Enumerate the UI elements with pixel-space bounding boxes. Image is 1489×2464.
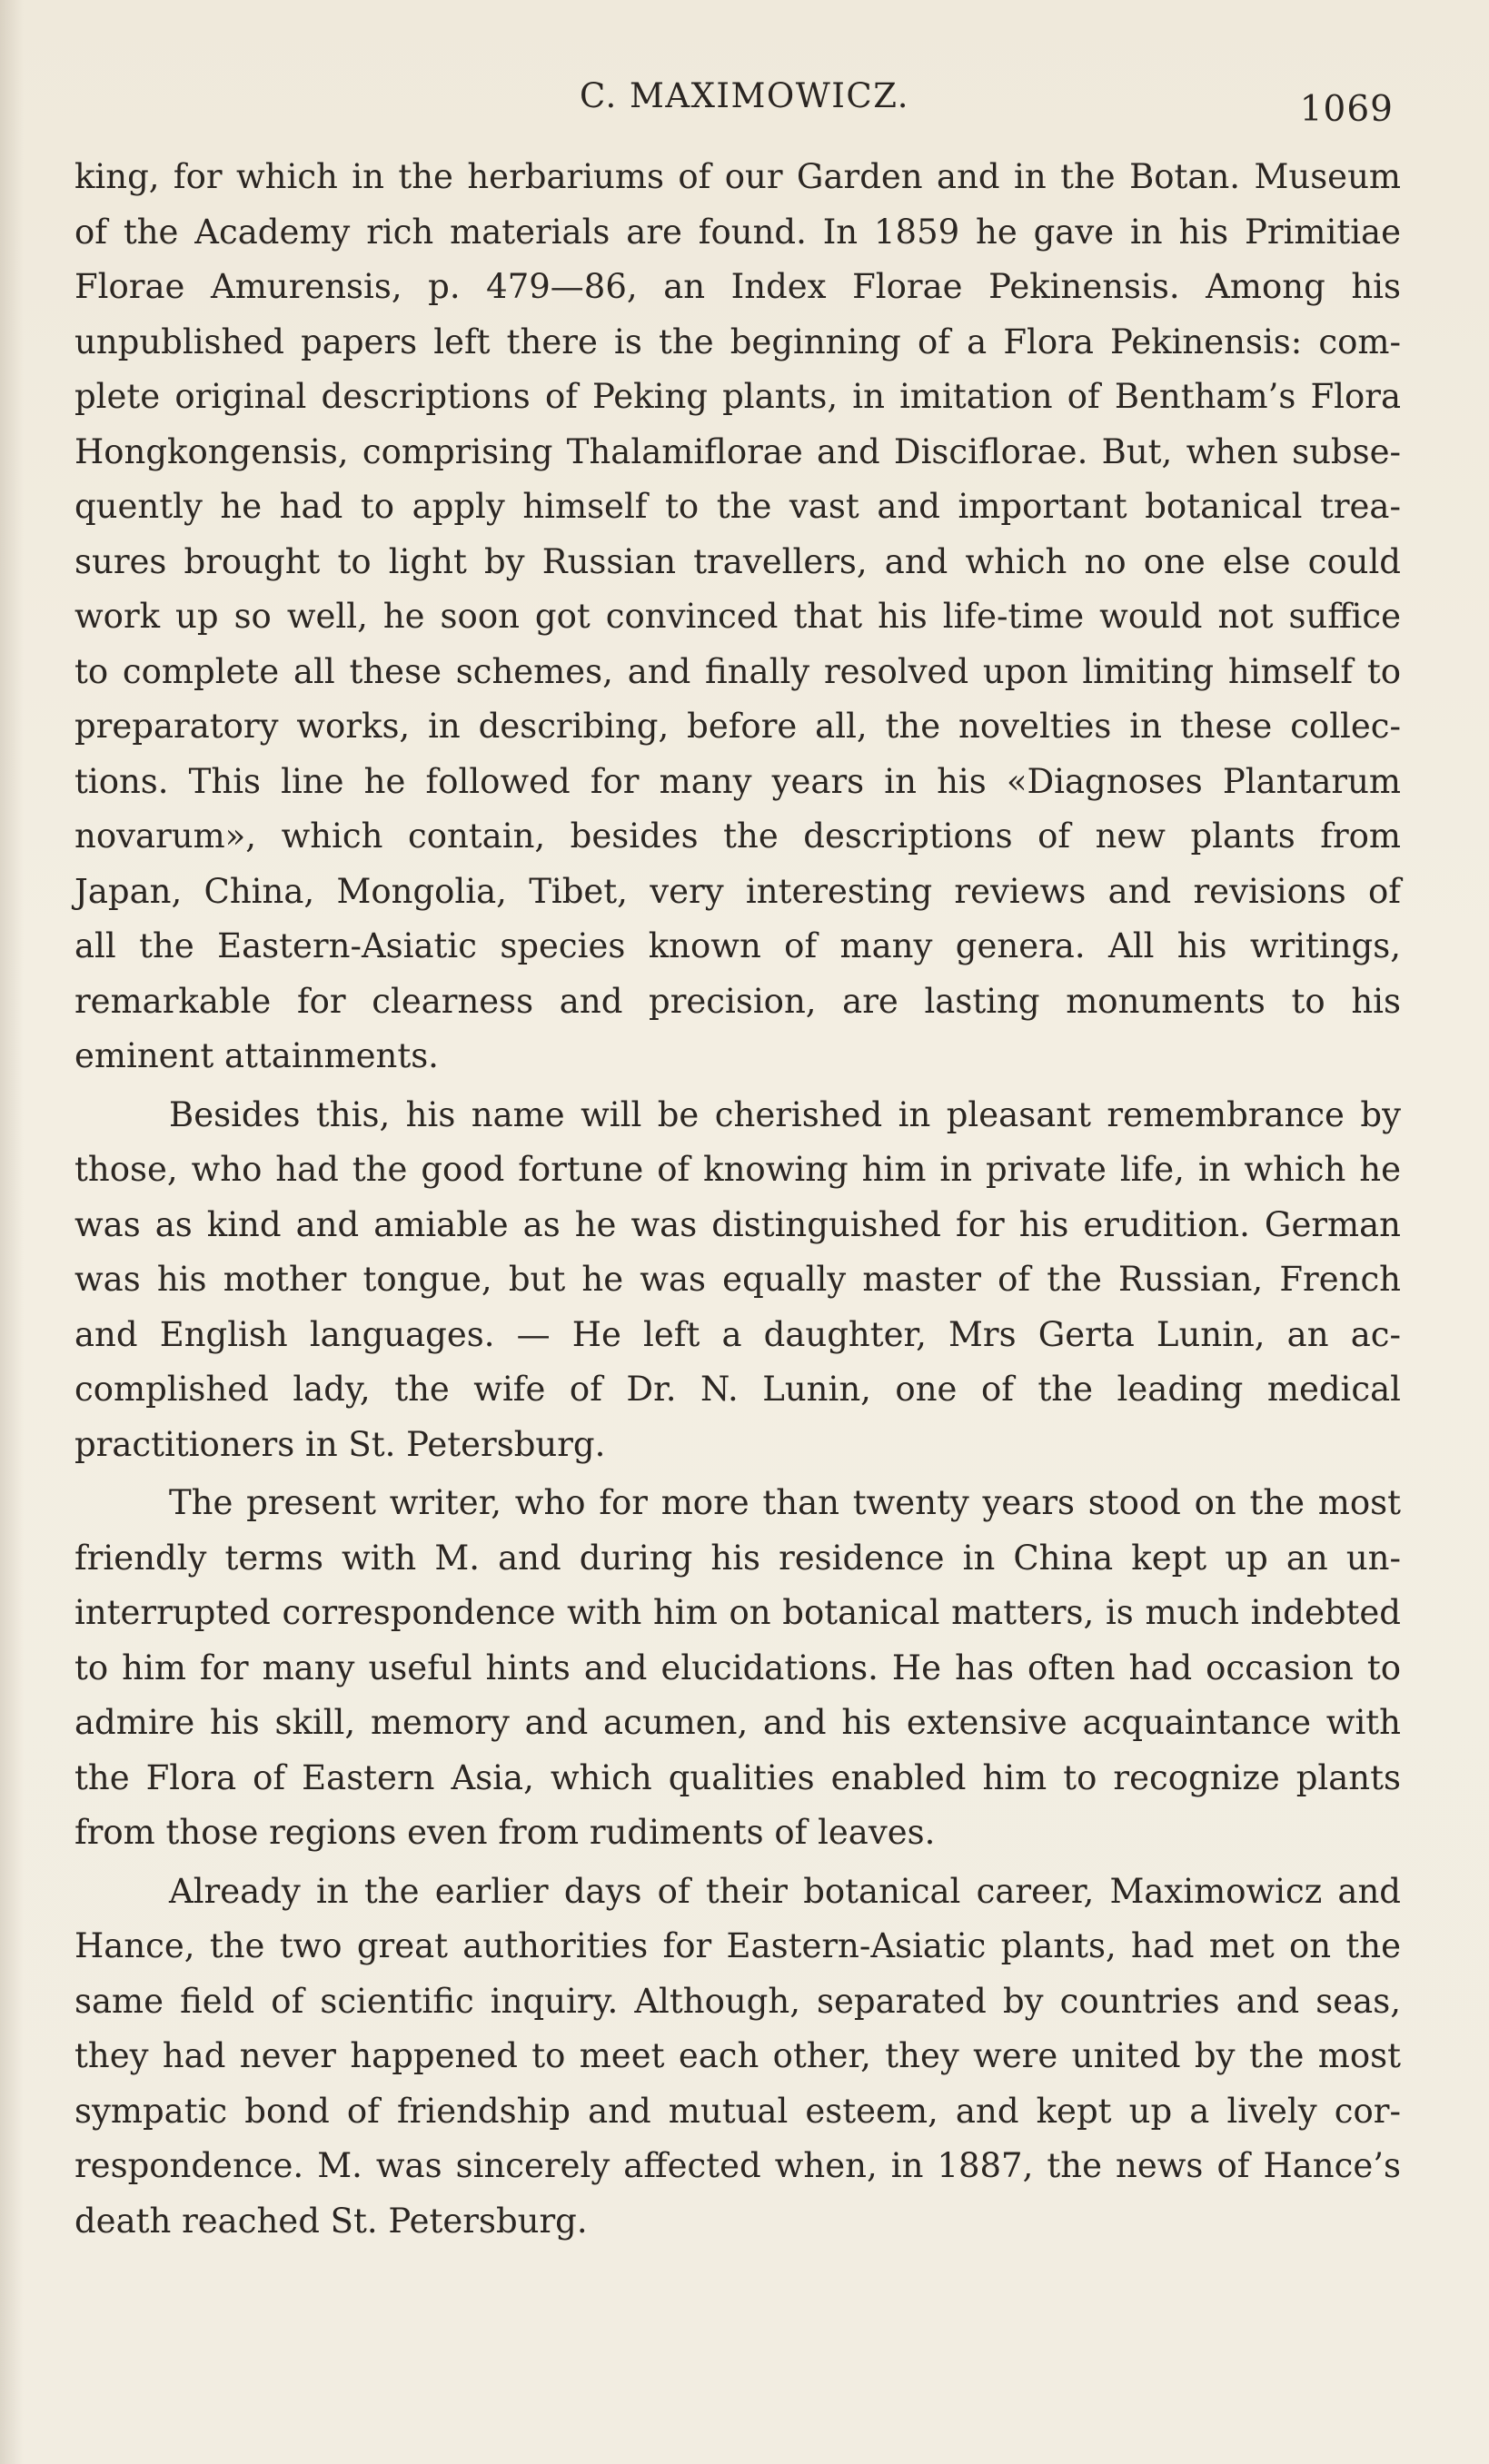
text-line: sures brought to light by Russian travellers, and which no one else could [74, 541, 1401, 581]
page-edge-shadow [0, 0, 24, 2464]
text-line: they had never happened to meet each other, they were united by the most [74, 2036, 1401, 2075]
text-line: complished lady, the wife of Dr. N. Lunin, one of the leading medical [74, 1370, 1401, 1409]
text-line: death reached St. Petersburg. [74, 2201, 588, 2241]
paragraph [74, 1088, 1401, 1473]
text-line: king, for which in the herbariums of our Garden and in the Botan. Museum [74, 157, 1401, 196]
text-line: tions. This line he followed for many years in his «Diagnoses Plantarum [74, 761, 1401, 801]
text-line: Hongkongensis, comprising Thalamiflorae and Disciflorae. But, when subse- [74, 431, 1401, 471]
text-line: interrupted correspondence with him on botanical matters, is much indebted [74, 1593, 1401, 1632]
text-line: of the Academy rich materials are found. In 1859 he gave in his Primitiae [74, 212, 1401, 252]
paragraph [74, 1865, 1401, 2250]
text-line: Hance, the two great authorities for Eastern-Asiatic plants, had met on the [74, 1926, 1401, 1965]
text-line: eminent attainments. [74, 1036, 439, 1075]
text-line: to him for many useful hints and elucidations. He has often had occasion to [74, 1648, 1401, 1687]
text-line: sympatic bond of friendship and mutual esteem, and kept up a lively cor- [74, 2091, 1401, 2131]
text-line: unpublished papers left there is the beginning of a Flora Pekinensis: com- [74, 322, 1401, 361]
paragraph [74, 150, 1401, 1084]
text-line: admire his skill, memory and acumen, and his extensive acquaintance with [74, 1703, 1401, 1742]
text-line: and English languages. — He left a daughter, Mrs Gerta Lunin, an ac- [74, 1314, 1401, 1354]
text-line: to complete all these schemes, and finally resolved upon limiting himself to [74, 651, 1401, 691]
text-line: friendly terms with M. and during his residence in China kept up an un- [74, 1538, 1401, 1578]
running-head-title: C. MAXIMOWICZ. [579, 76, 910, 115]
text-line: Already in the earlier days of their botanical career, Maximowicz and [169, 1871, 1401, 1911]
paragraph [74, 1476, 1401, 1861]
text-line: same field of scientific inquiry. Although, separated by countries and seas, [74, 1981, 1401, 2021]
text-line: from those regions even from rudiments of leaves. [74, 1813, 936, 1852]
text-line: the Flora of Eastern Asia, which qualities enabled him to recognize plants [74, 1757, 1401, 1797]
text-line: was his mother tongue, but he was equally master of the Russian, French [74, 1260, 1401, 1299]
text-line: The present writer, who for more than twenty years stood on the most [169, 1483, 1401, 1522]
text-line: was as kind and amiable as he was distinguished for his erudition. German [74, 1204, 1401, 1244]
text-line: preparatory works, in describing, before all, the novelties in these collec- [74, 707, 1401, 746]
text-line: remarkable for clearness and precision, are lasting monuments to his [74, 981, 1401, 1021]
text-line: quently he had to apply himself to the vast and important botanical trea- [74, 487, 1401, 526]
text-line: those, who had the good fortune of knowing him in private life, in which he [74, 1150, 1401, 1189]
text-line: all the Eastern-Asiatic species known of many genera. All his writings, [74, 926, 1401, 965]
running-head [0, 73, 1489, 130]
text-line: novarum», which contain, besides the descriptions of new plants from [74, 816, 1401, 856]
text-line: plete original descriptions of Peking plants, in imitation of Bentham’s Flora [74, 377, 1401, 416]
text-line: work up so well, he soon got convinced that his life-time would not suffice [74, 597, 1401, 636]
body-text [74, 150, 1401, 2249]
text-line: Florae Amurensis, p. 479—86, an Index Florae Pekinensis. Among his [74, 267, 1401, 306]
page-number: 1069 [1299, 89, 1394, 130]
text-line: respondence. M. was sincerely affected when, in 1887, the news of Hance’s [74, 2146, 1401, 2185]
text-line: Besides this, his name will be cherished in pleasant remembrance by [169, 1094, 1401, 1134]
text-line: practitioners in St. Petersburg. [74, 1424, 606, 1464]
text-line: Japan, China, Mongolia, Tibet, very interesting reviews and revisions of [74, 871, 1401, 911]
